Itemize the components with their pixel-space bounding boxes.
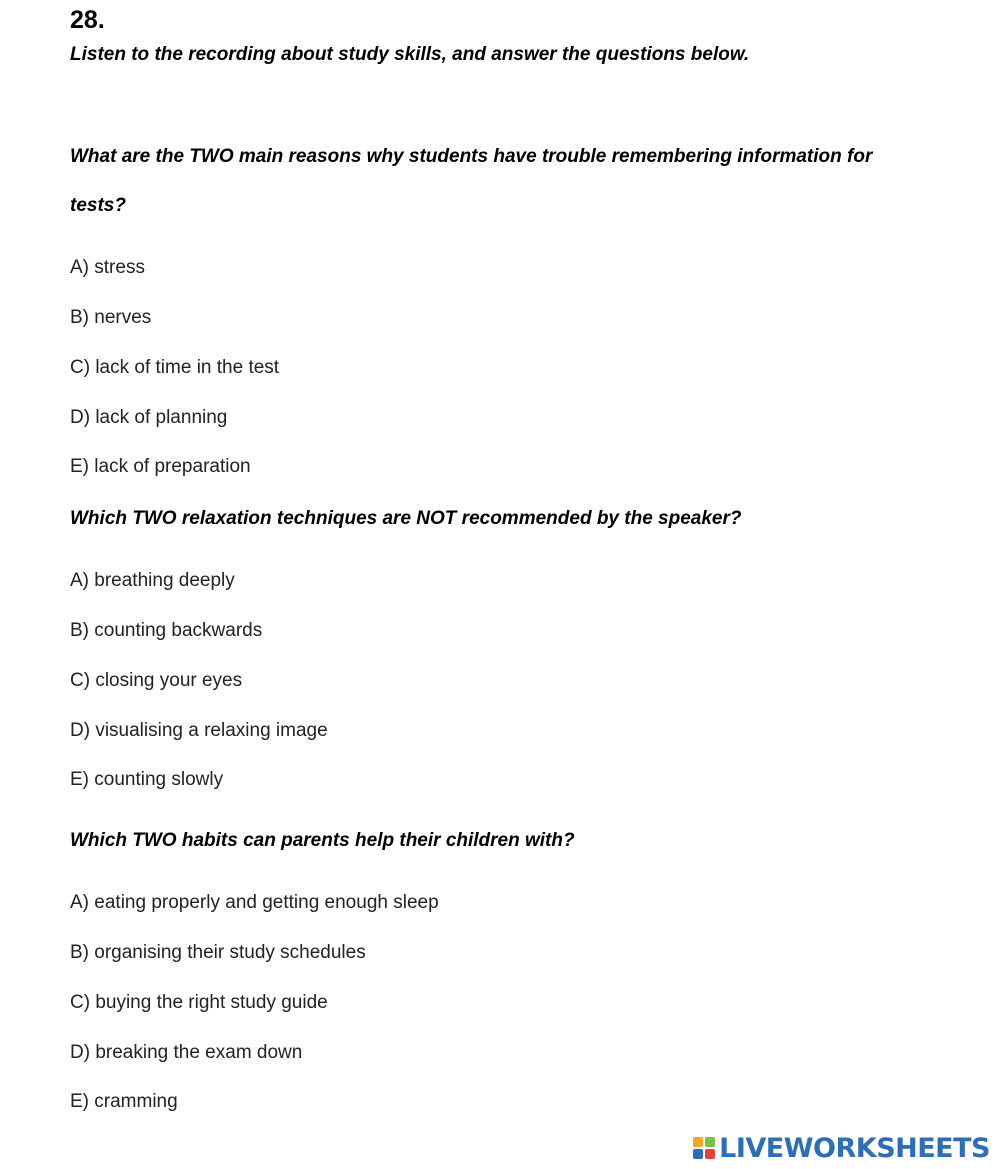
question-2-option-c[interactable]: C) closing your eyes — [70, 670, 243, 691]
question-2-option-d[interactable]: D) visualising a relaxing image — [70, 720, 328, 741]
question-2-option-a[interactable]: A) breathing deeply — [70, 570, 235, 591]
liveworksheets-logo[interactable] — [693, 1133, 990, 1163]
liveworksheets-logo-text: LIVEWORKSHEETS — [719, 1132, 990, 1164]
liveworksheets-logo-icon — [693, 1137, 715, 1159]
question-1-option-c[interactable]: C) lack of time in the test — [70, 357, 280, 378]
question-3-option-d[interactable]: D) breaking the exam down — [70, 1042, 303, 1063]
question-3-text: Which TWO habits can parents help their children with? — [70, 830, 575, 851]
question-1-option-a[interactable]: A) stress — [70, 257, 145, 278]
question-1-option-e[interactable]: E) lack of preparation — [70, 456, 251, 477]
question-3-option-e[interactable]: E) cramming — [70, 1091, 178, 1112]
worksheet-number: 28. — [70, 6, 105, 34]
question-2-text: Which TWO relaxation techniques are NOT recommended by the speaker? — [70, 508, 742, 529]
question-2-option-b[interactable]: B) counting backwards — [70, 620, 263, 641]
question-1-option-d[interactable]: D) lack of planning — [70, 407, 228, 428]
instructions: Listen to the recording about study skills, and answer the questions below. — [70, 44, 750, 65]
question-1-text-line-1: What are the TWO main reasons why students have trouble remembering information for — [70, 146, 873, 167]
question-3-option-a[interactable]: A) eating properly and getting enough sleep — [70, 892, 439, 913]
question-1-option-b[interactable]: B) nerves — [70, 307, 152, 328]
question-3-option-b[interactable]: B) organising their study schedules — [70, 942, 366, 963]
question-3-option-c[interactable]: C) buying the right study guide — [70, 992, 328, 1013]
question-2-option-e[interactable]: E) counting slowly — [70, 769, 224, 790]
question-1-text-line-2: tests? — [70, 195, 126, 216]
